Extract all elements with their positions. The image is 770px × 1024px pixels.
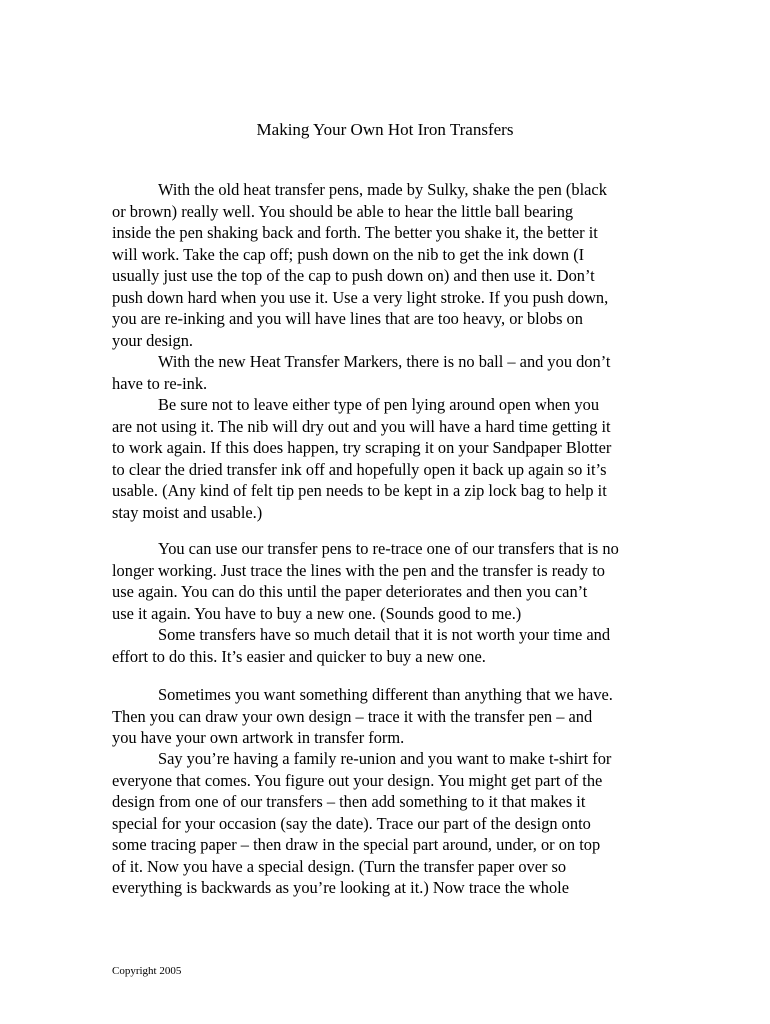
text-line: With the new Heat Transfer Markers, there is no ball – and you don’t [158, 352, 611, 371]
text-line: With the old heat transfer pens, made by Sulky, shake the pen (black [158, 180, 607, 199]
text-line: effort to do this. It’s easier and quicker to buy a new one. [112, 646, 486, 666]
text-line: everything is backwards as you’re looking at it.) Now trace the whole [112, 878, 569, 897]
text-line: your design. [112, 330, 194, 350]
paragraph-family-reunion [112, 748, 672, 899]
text-line: Some transfers have so much detail that it is not worth your time and [158, 625, 611, 644]
text-line: special for your occasion (say the date). Trace our part of the design onto [112, 813, 591, 833]
text-line: longer working. Just trace the lines with the pen and the transfer is ready to [112, 560, 605, 580]
text-line: use it again. You have to buy a new one. (Sounds good to me.) [112, 603, 522, 623]
text-line: or brown) really well. You should be able to hear the little ball bearing [112, 201, 574, 221]
text-line: push down hard when you use it. Use a very light stroke. If you push down, [112, 287, 609, 307]
copyright-footer: Copyright 2005 [112, 965, 182, 977]
text-line: some tracing paper – then draw in the special part around, under, or on top [112, 835, 601, 854]
paragraph-retrace [112, 538, 672, 624]
paragraph-detail [112, 624, 672, 667]
text-line: are not using it. The nib will dry out and you will have a hard time getting it [112, 416, 611, 436]
text-line: usable. (Any kind of felt tip pen needs to be kept in a zip lock bag to help it [112, 481, 607, 500]
page-title: Making Your Own Hot Iron Transfers [256, 120, 514, 139]
text-line: use again. You can do this until the paper deteriorates and then you can’t [112, 582, 588, 601]
paragraph-new-markers [112, 351, 672, 394]
text-line: inside the pen shaking back and forth. The better you shake it, the better it [112, 223, 598, 242]
text-line: have to re-ink. [112, 373, 208, 393]
text-line: to clear the dried transfer ink off and hopefully open it back up again so it’s [112, 459, 607, 479]
text-line: Say you’re having a family re-union and you want to make t-shirt for [158, 749, 612, 768]
text-line: You can use our transfer pens to re-trace one of our transfers that is no [158, 539, 619, 558]
text-line: usually just use the top of the cap to push down on) and then use it. Don’t [112, 266, 595, 285]
text-line: stay moist and usable.) [112, 502, 263, 522]
text-line: Be sure not to leave either type of pen lying around open when you [158, 395, 600, 414]
text-line: you are re-inking and you will have lines that are too heavy, or blobs on [112, 309, 583, 328]
text-line: design from one of our transfers – then add something to it that makes it [112, 792, 586, 811]
text-line: Sometimes you want something different than anything that we have. [158, 685, 613, 704]
text-line: to work again. If this does happen, try scraping it on your Sandpaper Blotter [112, 438, 612, 457]
text-line: of it. Now you have a special design. (Turn the transfer paper over so [112, 856, 567, 876]
text-line: Then you can draw your own design – trace it with the transfer pen – and [112, 706, 593, 726]
paragraph-pen-storage [112, 394, 672, 523]
text-line: everyone that comes. You figure out your design. You might get part of the [112, 770, 603, 790]
paragraph-own-design [112, 684, 672, 749]
text-line: will work. Take the cap off; push down on the nib to get the ink down (I [112, 244, 585, 264]
paragraph-old-heat-pens [112, 179, 672, 351]
text-line: you have your own artwork in transfer form. [112, 728, 405, 747]
